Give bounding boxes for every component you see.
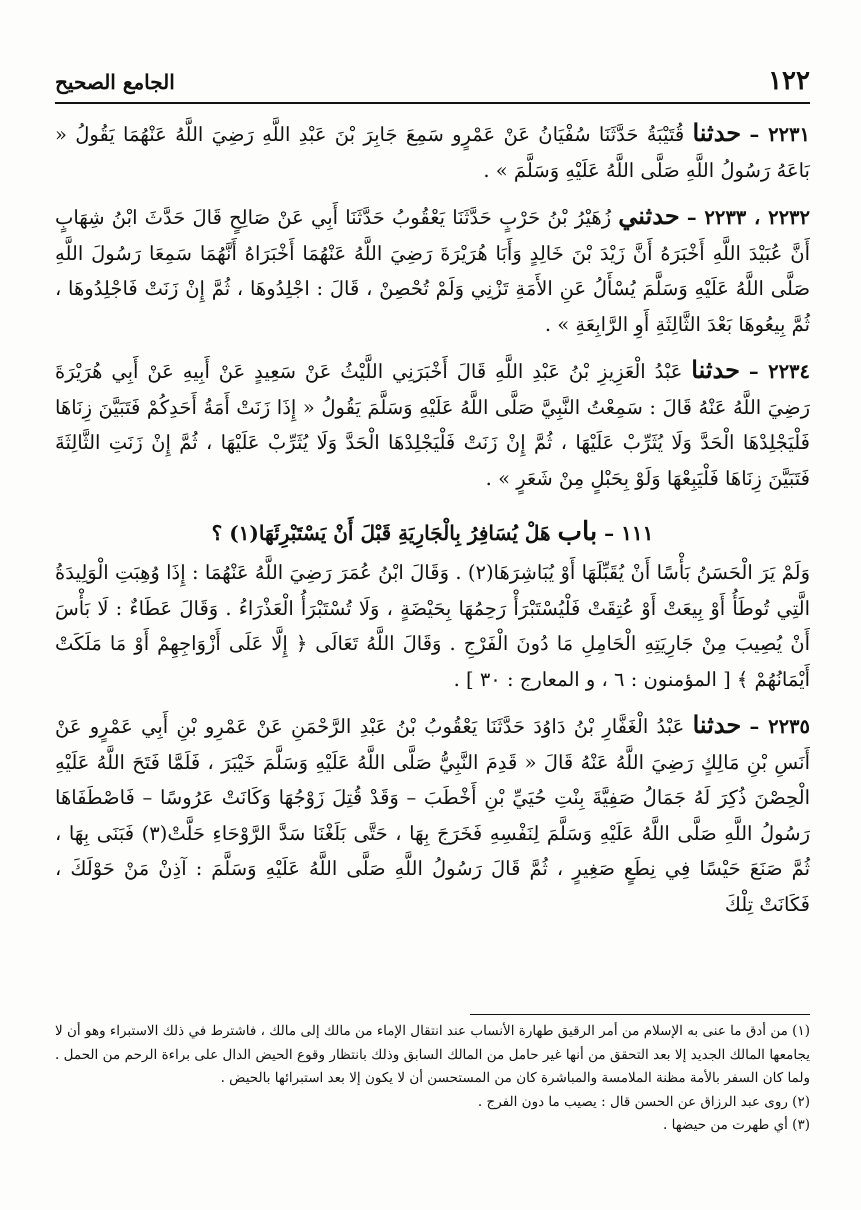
hadith-text: زُهَيْرُ بْنُ حَرْبٍ حَدَّثَنَا يَعْقُوبُ حَدَّثَنَا أَبِي عَنْ صَالِحٍ قَالَ حَدَّثَ ابْنُ شِهَابٍ أَنَّ عُبَيْدَ اللَّهِ أَخْبَرَهُ أَنَّ زَيْدَ بْنَ خَالِدٍ وَأَبَا هُرَيْرَةَ رَضِيَ اللَّهُ عَنْهُمَا أَخْبَرَاهُ أَنَّهُمَا سَمِعَا رَسُولَ اللَّهِ صَلَّى اللَّهُ عَلَيْهِ وَسَلَّمَ يُسْأَلُ عَنِ الأَمَةِ تَزْنِي وَلَمْ تُحْصِنْ ، قَالَ : اجْلِدُوهَا ، ثُمَّ إِنْ زَنَتْ فَاجْلِدُوهَا ، ثُمَّ بِيعُوهَا بَعْدَ الثَّالِثَةِ أَوِ الرَّابِعَةِ » .: [55, 206, 810, 336]
chapter-number: ١١١ –: [604, 521, 654, 545]
hadith-2231: [55, 115, 810, 188]
hadith-keyword: حدثنا: [692, 710, 742, 739]
footnotes: [55, 1020, 810, 1138]
page-header: [55, 62, 810, 104]
page-number: ١٢٢: [768, 66, 810, 96]
footnote-2: (٢) روى عبد الرزاق عن الحسن قال : يصيب ما دون الفرج .: [477, 1093, 810, 1110]
hadith-number: ٢٢٣٢ ، ٢٢٣٣ –: [686, 206, 811, 229]
hadith-text: عَبْدُ الْعَزِيزِ بْنُ عَبْدِ اللَّهِ قَالَ أَخْبَرَنِي اللَّيْثُ عَنْ سَعِيدٍ عَنْ أَبِيهِ عَنْ أَبِي هُرَيْرَةَ رَضِيَ اللَّهُ عَنْهُ قَالَ : سَمِعْتُ النَّبِيَّ صَلَّى اللَّهُ عَلَيْهِ وَسَلَّمَ يَقُولُ « إِذَا زَنَتْ أَمَةُ أَحَدِكُمْ فَتَبَيَّنَ زِنَاهَا فَلْيَجْلِدْهَا الْحَدَّ وَلَا يُثَرِّبْ عَلَيْهَا ، ثُمَّ إِنْ زَنَتْ فَلْيَجْلِدْهَا الْحَدَّ وَلَا يُثَرِّبْ عَلَيْهَا ، ثُمَّ إِنْ زَنَتِ الثَّالِثَةَ فَتَبَيَّنَ زِنَاهَا فَلْيَبِعْهَا وَلَوْ بِحَبْلٍ مِنْ شَعَرٍ » .: [55, 360, 810, 490]
chapter-keyword: باب: [557, 517, 598, 547]
chapter-text: وَلَمْ يَرَ الْحَسَنُ بَأْسًا أَنْ يُقَبِّلَهَا أَوْ يُبَاشِرَهَا(٢) . وَقَالَ ابْنُ عُمَرَ رَضِيَ اللَّهُ عَنْهُمَا : إِذَا وُهِبَتِ الْوَلِيدَةُ الَّتِي تُوطَأُ أَوْ بِيعَتْ أَوْ عُتِقَتْ فَلْيُسْتَبْرَأْ رَحِمُهَا بِحَيْضَةٍ ، وَلَا تُسْتَبْرَأُ الْعَذْرَاءُ . وَقَالَ عَطَاءٌ : لَا بَأْسَ أَنْ يُصِيبَ مِنْ جَارِيَتِهِ الْحَامِلِ مَا دُونَ الْفَرْجِ . وَقَالَ اللَّهُ تَعَالَى ﴿ إِلَّا عَلَى أَزْوَاجِهِمْ أَوْ مَا مَلَكَتْ أَيْمَانُهُمْ ﴾ [ المؤمنون : ٦ ، و المعارج : ٣٠ ] .: [55, 561, 810, 691]
page-body: [55, 115, 810, 932]
footnote-1: (١) من أدق ما عنى به الإسلام من أمر الرقيق طهارة الأنساب عند انتقال الإماء من مالك إلى مالك ، فاشترط في ذلك الاستبراء وهو أن لا يجامعها المالك الجديد إلا بعد التحقق من أنها غير حامل من المالك السابق وذلك بانتظار وقوع الحيض الدال على براءة الرحم من الحمل . ولما كان السفر بالأمة مظنة الملامسة والمباشرة كان من المستحسن أن لا يكون إلا بعد استبرائها بالحيض .: [55, 1023, 810, 1086]
hadith-2234: [55, 352, 810, 496]
chapter-heading: [55, 514, 810, 551]
hadith-number: ٢٢٣١ –: [749, 123, 810, 146]
hadith-text: عَبْدُ الْغَفَّارِ بْنُ دَاوُدَ حَدَّثَنَا يَعْقُوبُ بْنُ عَبْدِ الرَّحْمَنِ عَنْ عَمْرِو بْنِ أَبِي عَمْرٍو عَنْ أَنَسِ بْنِ مَالِكٍ رَضِيَ اللَّهُ عَنْهُ قَالَ « قَدِمَ النَّبِيُّ صَلَّى اللَّهُ عَلَيْهِ وَسَلَّمَ خَيْبَرَ ، فَلَمَّا فَتَحَ اللَّهُ عَلَيْهِ الْحِصْنَ ذُكِرَ لَهُ جَمَالُ صَفِيَّةَ بِنْتِ حُيَيِّ بْنِ أَخْطَبَ – وَقَدْ قُتِلَ زَوْجُهَا وَكَانَتْ عَرُوسًا – فَاصْطَفَاهَا رَسُولُ اللَّهِ صَلَّى اللَّهُ عَلَيْهِ وَسَلَّمَ لِنَفْسِهِ فَخَرَجَ بِهَا ، حَتَّى بَلَغْنَا سَدَّ الرَّوْحَاءِ حَلَّتْ(٣) فَبَنَى بِهَا ، ثُمَّ صَنَعَ حَيْسًا فِي نِطَعٍ صَغِيرٍ ، ثُمَّ قَالَ رَسُولُ اللَّهِ صَلَّى اللَّهُ عَلَيْهِ وَسَلَّمَ : آذِنْ مَنْ حَوْلَكَ ، فَكَانَتْ تِلْكَ: [55, 715, 810, 916]
hadith-2232-2233: [55, 198, 810, 342]
hadith-2235: [55, 707, 810, 922]
footnote-3: (٣) أي طهرت من حيضها .: [663, 1117, 810, 1133]
hadith-keyword: حدثني: [618, 201, 680, 230]
hadith-number: ٢٢٣٥ –: [749, 715, 811, 738]
hadith-keyword: حدثنا: [691, 355, 740, 384]
chapter-title: هَلْ يُسَافِرُ بِالْجَارِيَةِ قَبْلَ أَنْ يَسْتَبْرِئَهَا(١) ؟: [211, 521, 551, 545]
hadith-number: ٢٢٣٤ –: [748, 360, 810, 383]
hadith-keyword: حدثنا: [692, 118, 742, 147]
hadith-text: قُتَيْبَةُ حَدَّثَنَا سُفْيَانُ عَنْ عَمْرٍو سَمِعَ جَابِرَ بْنَ عَبْدِ اللَّهِ رَضِيَ اللَّهُ عَنْهُمَا يَقُولُ « بَاعَهُ رَسُولُ اللَّهِ صَلَّى اللَّهُ عَلَيْهِ وَسَلَّمَ » .: [55, 123, 810, 182]
footnote-separator: [470, 1014, 810, 1015]
running-title: الجامع الصحيح: [55, 70, 175, 94]
